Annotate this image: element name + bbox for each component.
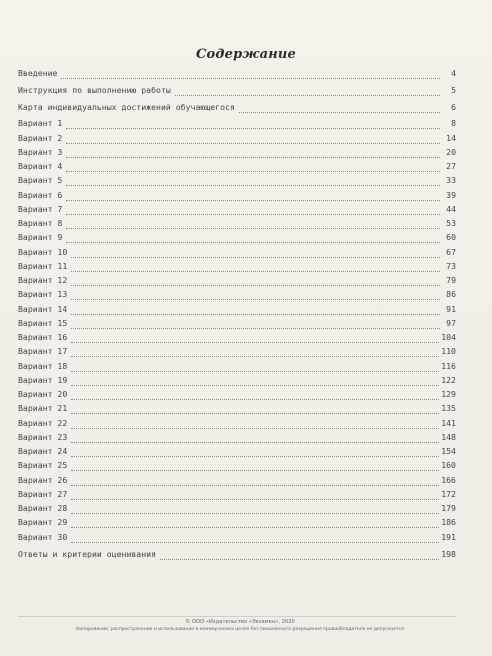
toc-entry-page: 191 [441,531,456,542]
toc-entry [18,361,456,375]
footer-divider [18,616,456,617]
toc-entry-label: Вариант 17 [18,346,68,357]
toc-leader-dots [66,180,440,186]
toc-entry [18,346,456,360]
toc-entry-page: 122 [441,374,456,385]
toc-entry [18,375,456,389]
toc-entry [18,204,456,218]
toc-entry [18,318,456,332]
toc-leader-dots [66,138,440,144]
toc-entry-label: Вариант 28 [18,503,68,513]
toc-entry-label: Вариант 13 [18,289,68,300]
toc-entry-page: 154 [441,446,456,456]
toc-entry [18,275,456,289]
toc-leader-dots [61,73,440,79]
toc-entry-page: 5 [451,84,456,95]
toc-leader-dots [71,508,439,514]
toc-entry-page: 86 [446,289,456,300]
toc-entry [18,190,456,204]
toc-leader-dots [66,152,440,158]
toc-leader-dots [71,380,439,386]
toc-leader-dots [71,323,440,329]
toc-entry [18,161,456,175]
toc-entry-page: 20 [446,146,456,157]
toc-entry-label: Вариант 19 [18,374,68,385]
toc-entry-page: 104 [441,332,456,342]
toc-entry-label: Вариант 8 [18,218,63,228]
toc-leader-dots [71,252,440,258]
toc-leader-dots [71,408,439,414]
toc-entry [18,232,456,246]
toc-entry [18,289,456,303]
toc-entry [18,403,456,417]
toc-entry-label: Вариант 1 [18,118,63,129]
toc-entry [18,460,456,474]
toc-entry-page: 116 [441,360,456,371]
toc-entry-label: Вариант 26 [18,474,68,485]
toc-leader-dots [71,337,439,343]
toc-entry [18,247,456,261]
toc-entry [18,261,456,275]
toc-entry-page: 73 [446,260,456,271]
toc-leader-dots [71,423,439,429]
toc-entry-label: Вариант 10 [18,246,68,257]
toc-entry [18,218,456,232]
toc-leader-dots [71,437,439,443]
toc-entry-label: Вариант 7 [18,203,63,214]
toc-entry-label: Карта индивидуальных достижений обучающегося [18,101,235,112]
toc-leader-dots [71,280,440,286]
toc-entry-page: 186 [441,517,456,528]
toc-leader-dots [160,554,439,560]
toc-leader-dots [71,451,439,457]
toc-entry [18,549,456,563]
toc-leader-dots [71,394,439,400]
toc-entry-page: 198 [441,548,456,559]
toc-entry [18,304,456,318]
toc-leader-dots [66,209,440,215]
toc-leader-dots [71,522,439,528]
toc-entry-page: 148 [441,431,456,442]
toc-entry-label: Инструкция по выполнению работы [18,84,171,95]
toc-entry-page: 97 [446,317,456,328]
toc-leader-dots [175,90,440,96]
toc-entry [18,133,456,147]
toc-entry-label: Вариант 24 [18,446,68,456]
toc-entry-label: Вариант 22 [18,417,68,428]
toc-entry [18,418,456,432]
toc-entry-label: Вариант 15 [18,317,68,328]
toc-entry [18,503,456,517]
toc-entry-page: 14 [446,132,456,143]
toc-entry-label: Вариант 29 [18,517,68,528]
toc-entry-page: 27 [446,161,456,171]
toc-entry-page: 179 [441,503,456,513]
toc-entry-label: Вариант 21 [18,403,68,414]
toc-entry-label: Вариант 23 [18,431,68,442]
toc-entry-page: 6 [451,101,456,112]
toc-entry-page: 110 [441,346,456,357]
toc-entry-page: 129 [441,389,456,399]
toc-entry-label: Вариант 3 [18,146,63,157]
toc-leader-dots [71,465,439,471]
toc-entry-page: 53 [446,218,456,228]
rights-notice: Копирование, распространение и использование в коммерческих целях без письменного разрешения правообладателя не допускается [76,627,404,632]
toc-leader-dots [71,266,440,272]
toc-entry-label: Вариант 20 [18,389,68,399]
toc-entry [18,118,456,132]
toc-entry-label: Вариант 9 [18,232,63,243]
toc-entry [18,85,456,99]
toc-entry [18,68,456,82]
toc-entry [18,332,456,346]
toc-leader-dots [71,494,439,500]
toc-leader-dots [71,351,439,357]
toc-leader-dots [66,123,440,129]
toc-entry-label: Ответы и критерии оценивания [18,548,157,559]
toc-entry-label: Вариант 6 [18,189,63,200]
toc-entry-page: 33 [446,175,456,186]
toc-leader-dots [71,366,439,372]
toc-entry [18,517,456,531]
toc-entry-page: 60 [446,232,456,243]
copyright-line: © ООО «Издательство «Экзамен», 2020 [185,619,295,625]
toc-leader-dots [71,294,440,300]
toc-entry-label: Вариант 14 [18,303,68,314]
toc-entry [18,446,456,460]
toc-entry [18,532,456,546]
toc-leader-dots [71,537,439,543]
toc-entry-label: Вариант 12 [18,275,68,285]
toc-entry-label: Вариант 30 [18,531,68,542]
toc-entry-label: Вариант 4 [18,161,63,171]
table-of-contents [18,68,456,563]
toc-leader-dots [66,166,440,172]
toc-leader-dots [66,195,440,201]
toc-entry-label: Вариант 18 [18,360,68,371]
toc-entry-label: Вариант 2 [18,132,63,143]
toc-leader-dots [66,237,440,243]
toc-entry-label: Вариант 25 [18,460,68,471]
toc-entry-page: 8 [451,118,456,129]
toc-entry-page: 4 [451,68,456,78]
toc-entry-label: Введение [18,68,58,78]
toc-entry [18,147,456,161]
toc-entry [18,475,456,489]
toc-entry-page: 135 [441,403,456,414]
toc-entry-label: Вариант 27 [18,488,68,499]
toc-entry-page: 91 [446,303,456,314]
toc-leader-dots [71,480,439,486]
toc-entry-page: 166 [441,474,456,485]
toc-entry [18,389,456,403]
toc-entry-page: 141 [441,417,456,428]
toc-leader-dots [71,309,440,315]
toc-entry-page: 67 [446,246,456,257]
toc-entry [18,489,456,503]
toc-entry-page: 79 [446,275,456,285]
toc-entry-label: Вариант 5 [18,175,63,186]
toc-entry-page: 44 [446,203,456,214]
toc-entry [18,102,456,116]
toc-entry-label: Вариант 16 [18,332,68,342]
toc-entry [18,432,456,446]
toc-entry-page: 160 [441,460,456,471]
toc-leader-dots [239,107,440,113]
toc-entry-label: Вариант 11 [18,260,68,271]
toc-leader-dots [66,223,440,229]
toc-entry-page: 39 [446,189,456,200]
toc-entry-page: 172 [441,488,456,499]
toc-entry [18,175,456,189]
page-title: Содержание [195,47,296,62]
